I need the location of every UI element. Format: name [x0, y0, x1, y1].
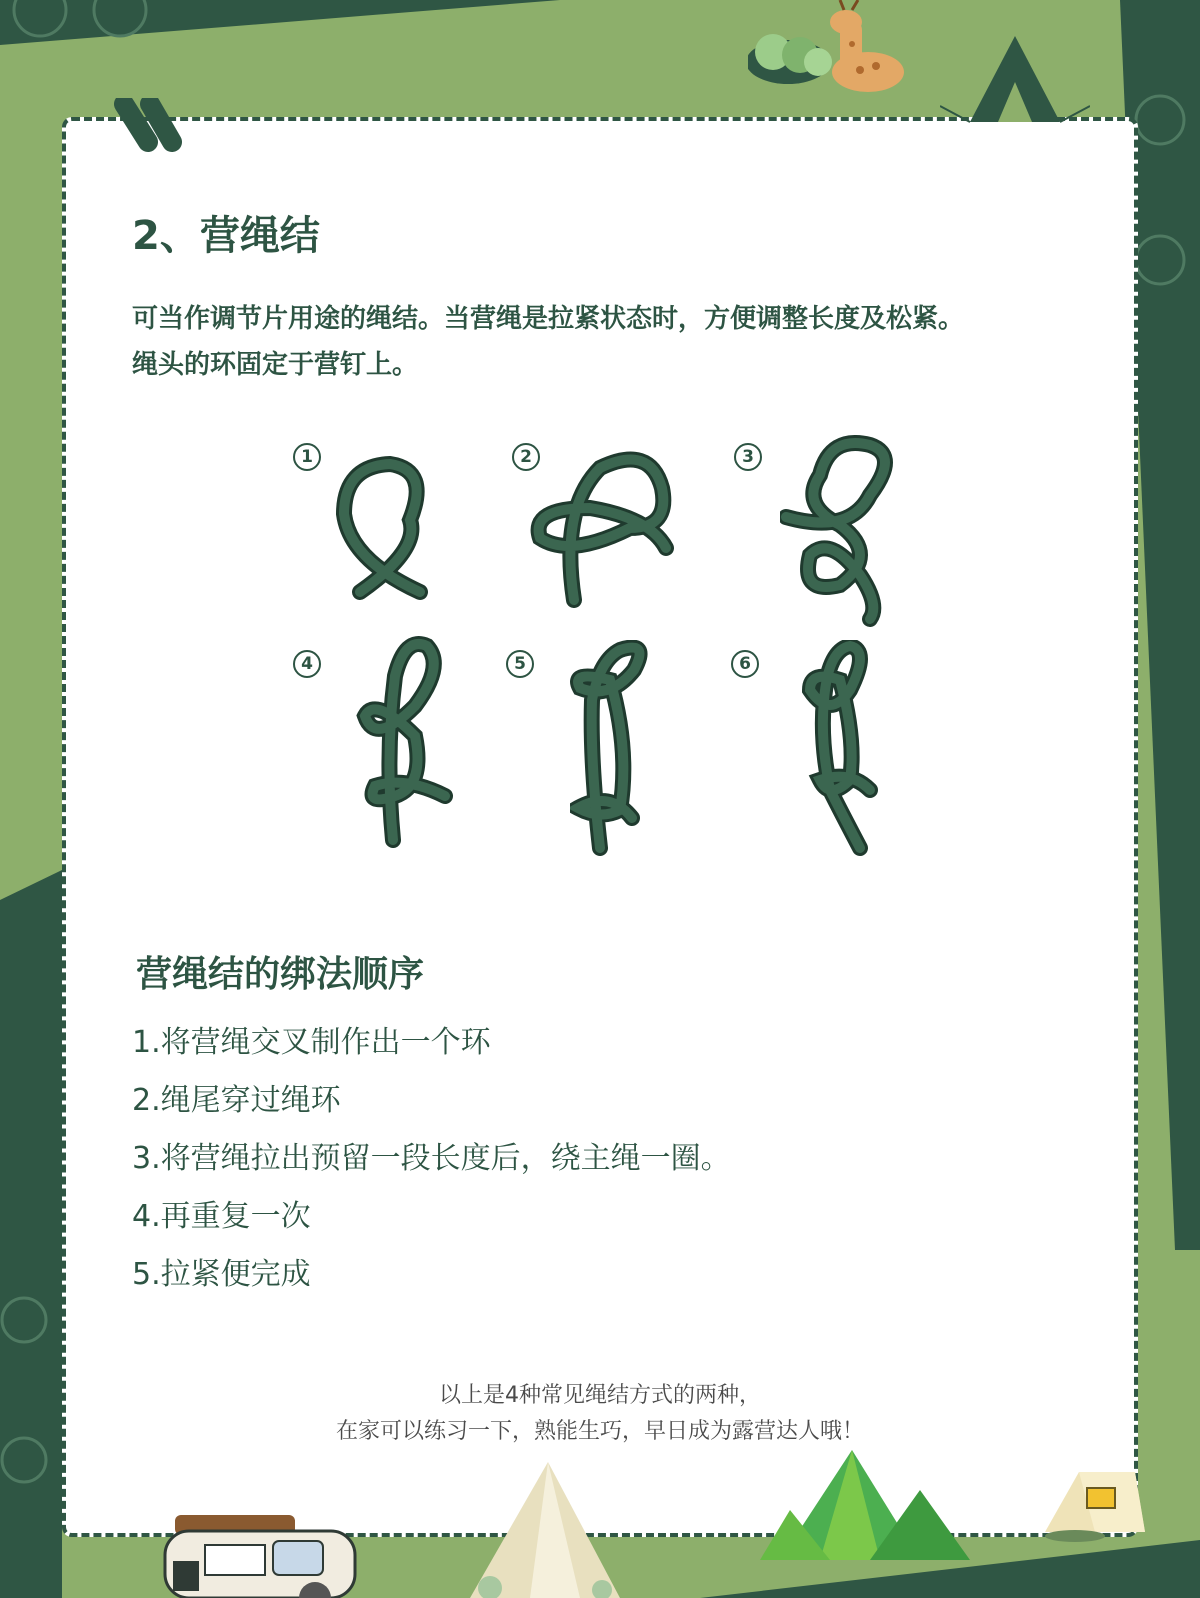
- deer-icon: [748, 0, 918, 100]
- camper-van-icon: [155, 1505, 370, 1598]
- step-number-6: 6: [731, 650, 759, 678]
- knot-diagram-step-5: [570, 640, 660, 860]
- step-item: 1.将营绳交叉制作出一个环: [132, 1025, 491, 1060]
- intro-text: [132, 296, 1122, 388]
- step-number-5: 5: [506, 650, 534, 678]
- procedure-steps: [132, 1014, 731, 1304]
- tent-icon: [940, 36, 1090, 126]
- footer-line-2: 在家可以练习一下，熟能生巧，早日成为露营达人哦！: [335, 1419, 864, 1444]
- knot-diagram-step-3: [780, 435, 900, 630]
- tent-icon: [1035, 1462, 1145, 1542]
- knot-diagram-step-1: [330, 450, 450, 610]
- step-item: 4.再重复一次: [132, 1199, 311, 1234]
- quote-icon: [110, 98, 182, 154]
- footer-line-1: 以上是4种常见绳结方式的两种，: [439, 1383, 761, 1408]
- procedure-title: 营绳结的绑法顺序: [136, 954, 425, 995]
- step-item: 2.绳尾穿过绳环: [132, 1083, 341, 1118]
- knot-diagram-step-2: [530, 448, 680, 608]
- mountain-icon: [760, 1450, 980, 1570]
- step-number-4: 4: [293, 650, 321, 678]
- step-number-3: 3: [734, 443, 762, 471]
- step-number-2: 2: [512, 443, 540, 471]
- intro-line-1: 可当作调节片用途的绳结。当营绳是拉紧状态时，方便调整长度及松紧。: [132, 304, 965, 334]
- step-item: 5.拉紧便完成: [132, 1257, 311, 1292]
- intro-line-2: 绳头的环固定于营钉上。: [132, 350, 419, 380]
- step-item: 3.将营绳拉出预留一段长度后，绕主绳一圈。: [132, 1141, 731, 1176]
- tent-small-icon: [470, 1462, 620, 1598]
- step-number-1: 1: [293, 443, 321, 471]
- knot-diagram-step-4: [355, 636, 465, 856]
- page-title: 2、营绳结: [132, 213, 320, 259]
- knot-diagram-step-6: [800, 640, 890, 860]
